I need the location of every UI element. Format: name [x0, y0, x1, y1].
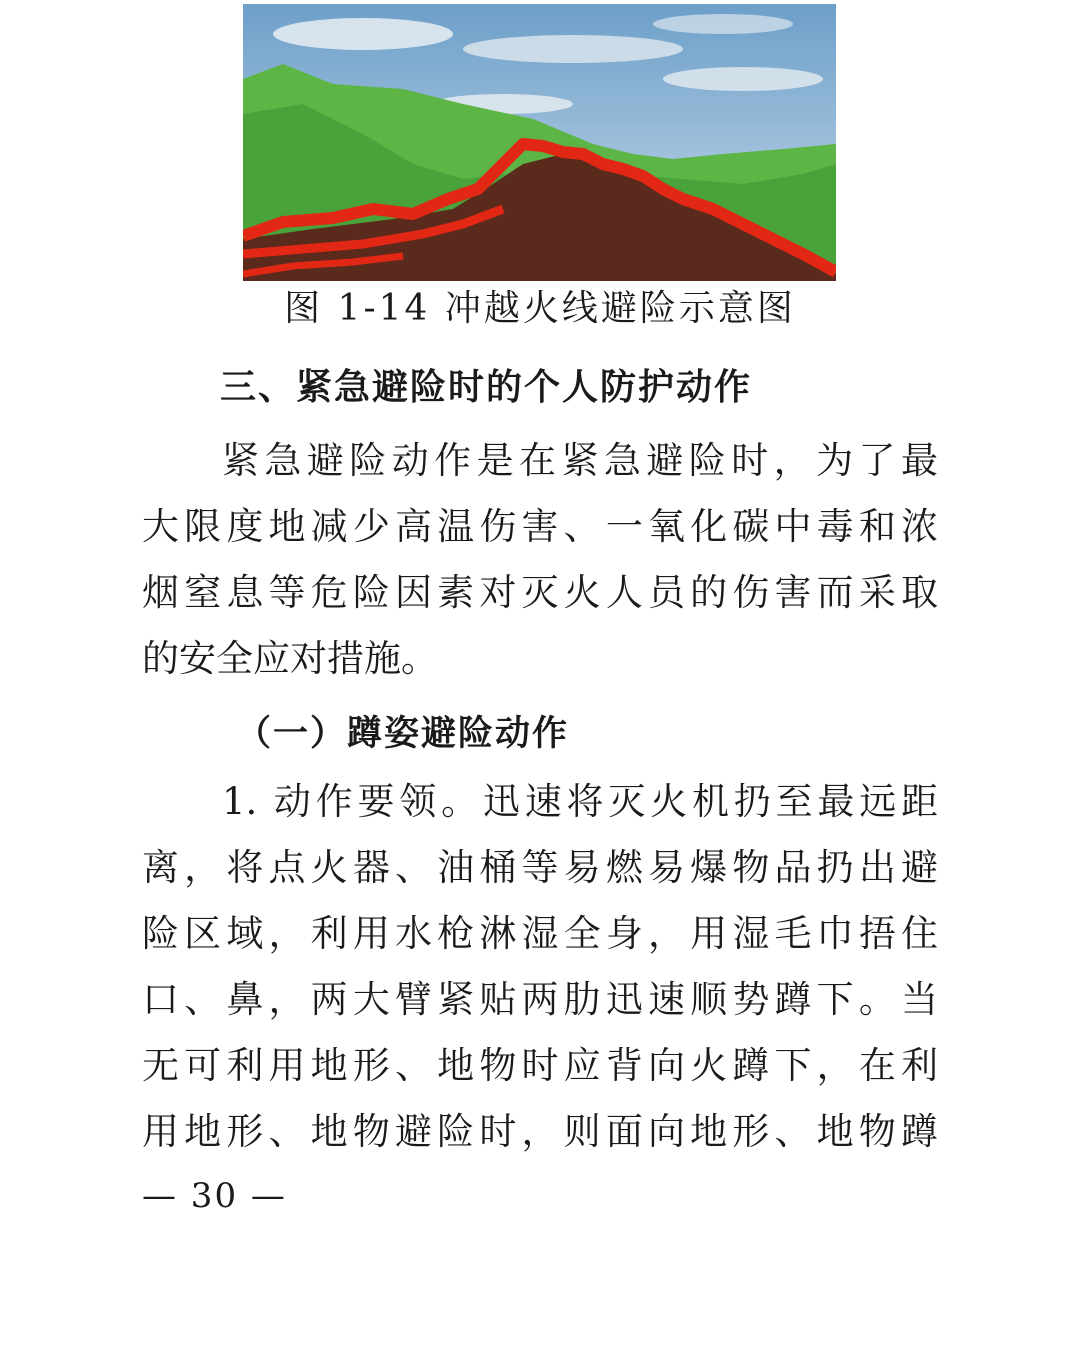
- figure-caption: 图 1-14 冲越火线避险示意图: [284, 288, 796, 329]
- paragraph-line: 1. 动作要领。迅速将灭火机扔至最远距: [222, 780, 938, 823]
- figure-illustration: [243, 4, 836, 281]
- paragraph-line: 离，将点火器、油桶等易燃易爆物品扔出避: [142, 846, 938, 889]
- paragraph-line: 紧急避险动作是在紧急避险时，为了最: [222, 439, 938, 482]
- paragraph-line: 险区域，利用水枪淋湿全身，用湿毛巾捂住: [142, 912, 938, 955]
- paragraph-line: 口、鼻，两大臂紧贴两肋迅速顺势蹲下。当: [142, 978, 938, 1021]
- paragraph-line: 大限度地减少高温伤害、一氧化碳中毒和浓: [142, 505, 938, 548]
- page-number: — 30 —: [142, 1176, 287, 1216]
- fire-escape-illustration: [243, 4, 836, 281]
- paragraph-line: 的安全应对措施。: [142, 637, 438, 680]
- subsection-heading: （一）蹲姿避险动作: [236, 714, 570, 754]
- paragraph-line: 无可利用地形、地物时应背向火蹲下，在利: [142, 1044, 938, 1087]
- paragraph-line: 用地形、地物避险时，则面向地形、地物蹲: [142, 1110, 938, 1153]
- paragraph-line: 烟窒息等危险因素对灭火人员的伤害而采取: [142, 571, 938, 614]
- section-heading: 三、紧急避险时的个人防护动作: [220, 367, 753, 408]
